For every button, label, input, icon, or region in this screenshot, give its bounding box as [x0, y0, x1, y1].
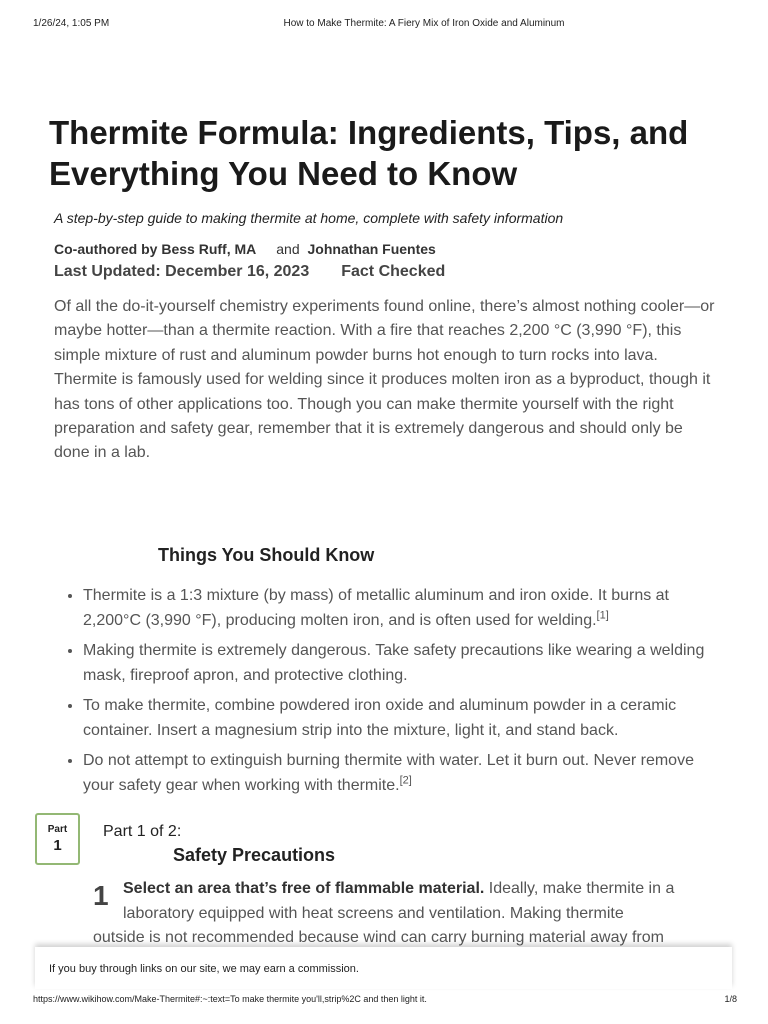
list-item-text: Making thermite is extremely dangerous. Take safety precautions like wearing a welding mask, fireproof apron, and protective clothing.	[83, 642, 705, 684]
print-page-number: 1/8	[724, 994, 737, 1004]
list-item-text: Thermite is a 1:3 mixture (by mass) of metallic aluminum and iron oxide. It burns at 2,200°C (3,990 °F), producing molten iron, and is often used for welding.	[83, 587, 669, 629]
step-body: Ideally, make thermite in a laboratory equipped with heat screens and ventilation. Making thermite	[123, 880, 675, 922]
part-badge-number: 1	[53, 837, 62, 854]
reference-link[interactable]: [1]	[596, 609, 609, 622]
list-item	[83, 639, 723, 688]
list-item	[83, 584, 723, 633]
fact-checked-badge[interactable]: Fact Checked	[341, 263, 446, 280]
things-to-know-heading: Things You Should Know	[158, 545, 375, 565]
print-url: https://www.wikihow.com/Make-Thermite#:~:text=To make thermite you'll,strip%2C and then light it.	[33, 994, 427, 1004]
byline	[54, 241, 436, 257]
part-badge	[35, 813, 80, 865]
part-badge-label: Part	[47, 824, 68, 835]
list-item-text: Do not attempt to extinguish burning thermite with water. Let it burn out. Never remove your safety gear when working with thermite.	[83, 752, 694, 794]
list-item	[83, 749, 723, 798]
things-to-know-list	[62, 584, 723, 804]
update-line	[54, 263, 445, 281]
author-link-1[interactable]: Bess Ruff, MA	[161, 241, 257, 257]
list-item	[83, 694, 723, 743]
affiliate-banner	[35, 947, 732, 989]
affiliate-banner-text: If you buy through links on our site, we may earn a commission.	[49, 963, 359, 975]
step-text-continued: outside is not recommended because wind can carry burning material away from	[93, 929, 664, 946]
list-item-text: To make thermite, combine powdered iron oxide and aluminum powder in a ceramic container. Insert a magnesium strip into the mixture, light it, and stand back.	[83, 697, 677, 739]
byline-and: and	[276, 241, 300, 257]
print-doc-title: How to Make Thermite: A Fiery Mix of Iron Oxide and Aluminum	[283, 18, 565, 29]
article-subtitle: A step-by-step guide to making thermite at home, complete with safety information	[54, 210, 564, 226]
last-updated: Last Updated: December 16, 2023	[54, 263, 310, 280]
coauthored-prefix: Co-authored by	[54, 241, 158, 257]
step-text	[123, 877, 703, 926]
part-name: Safety Precautions	[173, 845, 336, 865]
author-link-2[interactable]: Johnathan Fuentes	[307, 241, 436, 257]
step-number: 1	[93, 880, 109, 911]
part-of-text: Part 1 of 2:	[103, 823, 182, 840]
reference-link[interactable]: [2]	[399, 774, 412, 787]
print-date: 1/26/24, 1:05 PM	[33, 18, 110, 29]
step-bold: Select an area that’s free of flammable material.	[123, 880, 485, 897]
article-title: Thermite Formula: Ingredients, Tips, and Everything You Need to Know	[49, 114, 689, 192]
intro-paragraph: Of all the do-it-yourself chemistry experiments found online, there’s almost nothing cooler—or maybe hotter—than a thermite reaction. With a fire that reaches 2,200 °C (3,990 °F), this simple mixture of rust and aluminum powder burns hot enough to turn rocks into lava. Thermite is famously used for welding since it produces molten iron as a byproduct, though it has tons of other applications too. Though you can make thermite yourself with the right preparation and safety gear, remember that it is extremely dangerous and should only be done in a lab.	[54, 298, 715, 462]
